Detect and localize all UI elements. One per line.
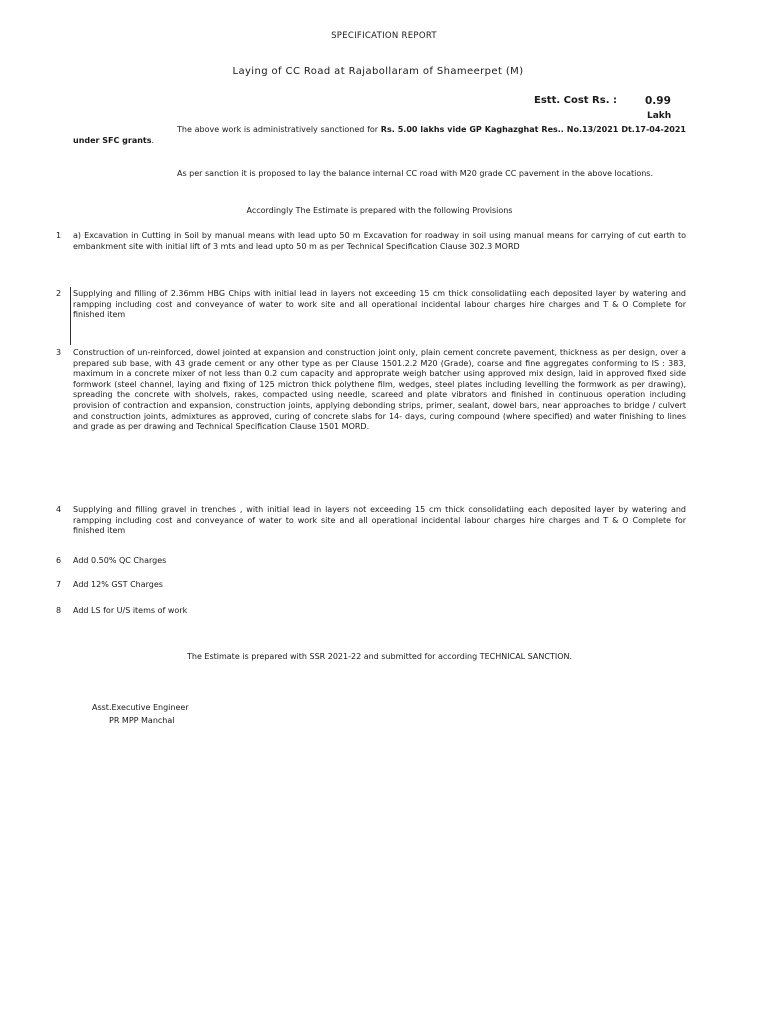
work-subject: Laying of CC Road at Rajabollaram of Shameerpet (M) xyxy=(232,66,524,77)
item-number: 3 xyxy=(56,348,62,357)
sanction-intro: The above work is administratively sanctioned for xyxy=(177,125,381,134)
item-description: Supplying and filling gravel in trenches , with initial lead in layers not exceeding 15 cm thick consolidatiing each deposited layer by watering and rampping including cost and conveyance of water to work site and all operational incidental labour charges hire charges and T & O Complete for finished item xyxy=(73,505,686,536)
item-description: Add 12% GST Charges xyxy=(73,580,163,589)
sanction-end: . xyxy=(151,135,155,145)
estimated-cost-unit: Lakh xyxy=(647,111,672,121)
closing-statement: The Estimate is prepared with SSR 2021-22 and submitted for according TECHNICAL SANCTION. xyxy=(186,652,573,661)
item-number: 8 xyxy=(56,606,62,615)
item-number: 2 xyxy=(56,289,62,298)
item-description: Supplying and filling of 2.36mm HBG Chips with initial lead in layers not exceeding 15 cm thick consolidatiing each deposited layer by watering and rampping including cost and conveyance of water to work site and all operational incidental labour charges hire charges and T & O Complete for finished item xyxy=(73,289,686,320)
provisions-intro: Accordingly The Estimate is prepared with the following Provisions xyxy=(246,206,513,215)
report-heading: SPECIFICATION REPORT xyxy=(331,31,437,41)
estimated-cost-label: Estt. Cost Rs. : xyxy=(534,95,617,106)
item-number: 1 xyxy=(56,231,62,240)
item-description: Add 0.50% QC Charges xyxy=(73,556,167,565)
signatory-office: PR MPP Manchal xyxy=(109,716,175,725)
item-description: Construction of un-reinforced, dowel jointed at expansion and construction joint only, plain cement concrete pavement, thickness as per design, over a prepared sub base, with 43 grade cement or any other type as per Clause 1501.2.2 M20 (Grade), coarse and fine aggregates conforming to IS : 383, maximum in a concrete mixer of not less than 0.2 cum capacity and approprate weigh batcher using approved mix design, laid in approved fixed side formwork (steel channel, laying and fixing of 125 mictron thick polythene film, wedges, steel plates including levelling the formwork as per drawing), spreading the concrete with sholvels, rakes, compacted using needle, scareed and plate vibrators and finished in continuous operation including provision of contraction and expansion, construction joints, applying debonding strips, primer, sealant, dowel bars, near approaches to bridge / culvert and construction joints, admixtures as approved, curing of concrete slabs for 14- days, curing compound (where specified) and water finishing to lines and grade as per drawing and Technical Specification Clause 1501 MORD. xyxy=(73,348,686,432)
estimated-cost-value: 0.99 xyxy=(645,95,671,107)
sanction-detail: Rs. 5.00 lakhs vide GP Kaghazghat Res.. No.13/2021 Dt.17-04-2021 under SFC grants xyxy=(73,125,686,145)
item-description: Add LS for U/S items of work xyxy=(73,606,188,615)
sanction-paragraph xyxy=(73,125,686,146)
item-number: 7 xyxy=(56,580,62,589)
item-number: 6 xyxy=(56,556,62,565)
proposal-paragraph: As per sanction it is proposed to lay the balance internal CC road with M20 grade CC pavement in the above locations. xyxy=(177,169,654,178)
item-description: a) Excavation in Cutting in Soil by manual means with lead upto 50 m Excavation for roadway in soil using manual means for carrying of cut earth to embankment site with initial lift of 3 mts and lead upto 50 m as per Technical Specification Clause 302.3 MORD xyxy=(73,231,686,251)
item-number: 4 xyxy=(56,505,62,514)
margin-marker-line xyxy=(70,287,71,345)
signatory-designation: Asst.Executive Engineer xyxy=(92,703,189,712)
